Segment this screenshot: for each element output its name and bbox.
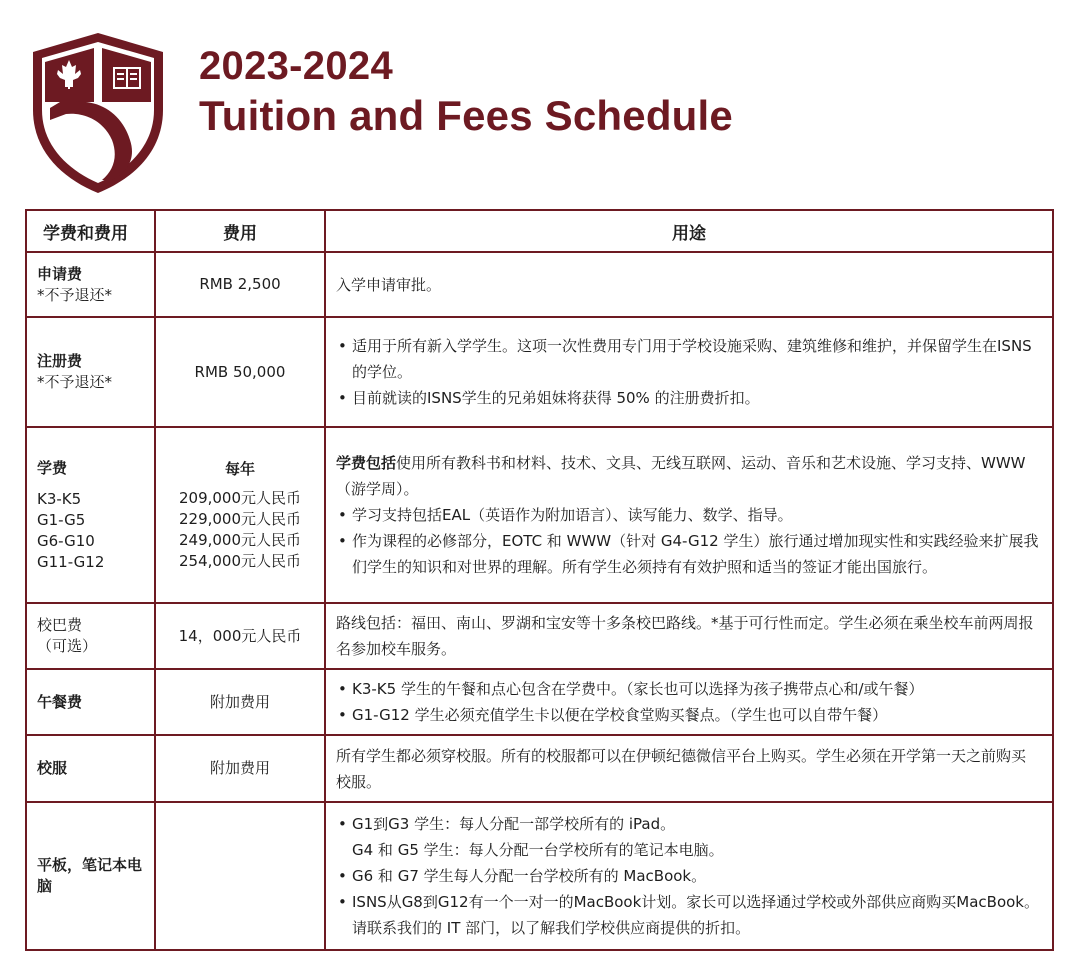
use-description — [325, 427, 1053, 603]
item-note: *不予退还* — [37, 285, 113, 304]
fee-value — [155, 802, 325, 950]
table-row-bus — [26, 603, 1053, 669]
header-use: 用途 — [325, 210, 1053, 252]
list-item: • 作为课程的必修部分，EOTC 和 WWW（针对 G4-G12 学生）旅行通过增加现实性和实践经验来扩展我们学生的知识和对世界的理解。所有学生必须持有有效护照和适当的签证才能出国旅行。 — [336, 528, 1040, 580]
grade-label: G6-G10 — [37, 531, 95, 550]
list-item: • 适用于所有新入学学生。这项一次性费用专门用于学校设施采购、建筑维修和维护，并保留学生在ISNS的学位。 — [336, 333, 1040, 385]
school-crest-logo — [30, 30, 166, 196]
list-item: • ISNS从G8到G12有一个一对一的MacBook计划。家长可以选择通过学校或外部供应商购买MacBook。请联系我们的 IT 部门，以了解我们学校供应商提供的折扣。 — [336, 889, 1040, 941]
item-note: （可选） — [37, 637, 98, 655]
page-header — [0, 0, 1080, 205]
item-cell — [26, 603, 155, 669]
tuition-intro — [336, 450, 1040, 502]
fee-value: 229,000元人民币 — [178, 509, 302, 528]
table-row-lunch — [26, 669, 1053, 735]
table-row-registration — [26, 317, 1053, 427]
fee-cell — [155, 427, 325, 603]
table-header-row — [26, 210, 1053, 252]
fees-table — [25, 209, 1054, 951]
use-description — [325, 802, 1053, 950]
list-item — [336, 811, 1040, 863]
device-line: G4 和 G5 学生：每人分配一台学校所有的笔记本电脑。 — [352, 841, 724, 859]
item-cell — [26, 317, 155, 427]
tuition-intro-bold: 学费包括 — [336, 454, 397, 472]
list-item: • 目前就读的ISNS学生的兄弟姐妹将获得 50% 的注册费折扣。 — [336, 385, 1040, 411]
table-row-uniform — [26, 735, 1053, 802]
fee-value: RMB 2,500 — [155, 252, 325, 317]
header-item: 学费和费用 — [26, 210, 155, 252]
fee-value: 254,000元人民币 — [178, 551, 302, 570]
list-item: • G6 和 G7 学生每人分配一台学校所有的 MacBook。 — [336, 863, 1040, 889]
use-description — [325, 317, 1053, 427]
fee-value: 附加费用 — [155, 669, 325, 735]
list-item: • K3-K5 学生的午餐和点心包含在学费中。（家长也可以选择为孩子携带点心和/或午餐） — [336, 676, 1040, 702]
fee-value: 14，000元人民币 — [155, 603, 325, 669]
schedule-year: 2023-2024 — [199, 44, 393, 88]
item-name: 午餐费 — [37, 692, 83, 711]
grade-label: G1-G5 — [37, 510, 86, 529]
fee-value: 附加费用 — [155, 735, 325, 802]
item-cell — [26, 735, 155, 802]
use-description: 路线包括：福田、南山、罗湖和宝安等十多条校巴路线。*基于可行性而定。学生必须在乘坐校车前两周报名参加校车服务。 — [325, 603, 1053, 669]
device-line: • G1到G3 学生：每人分配一部学校所有的 iPad。 — [352, 815, 676, 833]
fee-value: RMB 50,000 — [155, 317, 325, 427]
item-name: 注册费 — [37, 352, 83, 370]
item-cell — [26, 802, 155, 950]
table-row-application — [26, 252, 1053, 317]
item-name: 申请费 — [37, 264, 83, 283]
item-cell — [26, 669, 155, 735]
fee-heading: 每年 — [224, 459, 255, 478]
use-description: 所有学生都必须穿校服。所有的校服都可以在伊顿纪德微信平台上购买。学生必须在开学第一天之前购买校服。 — [325, 735, 1053, 802]
schedule-title: Tuition and Fees Schedule — [199, 92, 733, 139]
table-row-devices — [26, 802, 1053, 950]
item-cell — [26, 427, 155, 603]
item-note: *不予退还* — [37, 373, 113, 391]
table-row-tuition — [26, 427, 1053, 603]
use-description — [325, 669, 1053, 735]
list-item: • 学习支持包括EAL（英语作为附加语言）、读写能力、数学、指导。 — [336, 502, 1040, 528]
grade-label: G11-G12 — [37, 552, 105, 571]
use-description: 入学申请审批。 — [325, 252, 1053, 317]
list-item: • G1-G12 学生必须充值学生卡以便在学校食堂购买餐点。（学生也可以自带午餐） — [336, 702, 1040, 728]
item-name: 校巴费 — [37, 616, 83, 634]
item-cell — [26, 252, 155, 317]
fee-value: 249,000元人民币 — [178, 530, 302, 549]
fee-value: 209,000元人民币 — [178, 488, 302, 507]
item-name: 校服 — [37, 759, 68, 777]
grade-label: K3-K5 — [37, 489, 82, 508]
tuition-intro-text: 使用所有教科书和材料、技术、文具、无线互联网、运动、音乐和艺术设施、学习支持、WWW（游学周）。 — [336, 454, 1026, 498]
header-fee: 费用 — [155, 210, 325, 252]
item-name: 平板，笔记本电脑 — [37, 856, 143, 895]
item-name: 学费 — [37, 458, 68, 477]
